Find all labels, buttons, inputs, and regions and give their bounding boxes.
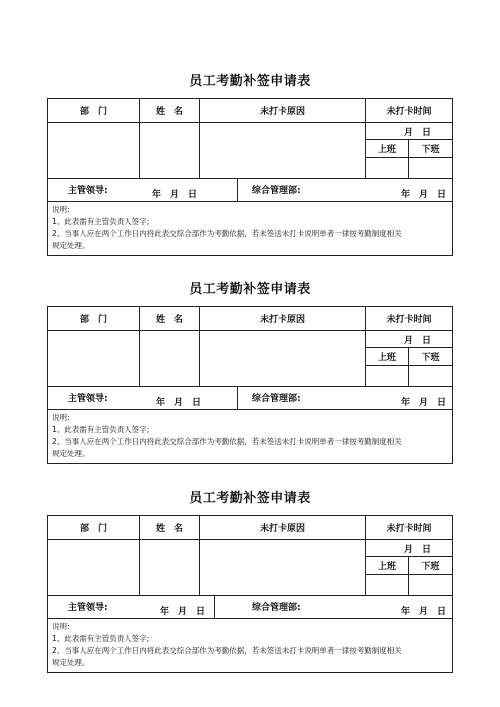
notes-heading: 说明:	[52, 205, 70, 214]
supervisor-signature[interactable]	[48, 386, 237, 409]
off-duty-field[interactable]	[408, 157, 452, 178]
name-field[interactable]	[139, 122, 199, 178]
supervisor-date: 年 月 日	[156, 398, 202, 408]
form-title: 员工考勤补签申请表	[189, 491, 311, 506]
notes-section	[48, 618, 452, 672]
note-2: 2、当事人应在两个工作日内将此表交综合部作为考勤依据，若未签送未打卡说明单者一律按考勤制度相关	[52, 437, 402, 446]
notes-heading: 说明:	[52, 413, 70, 422]
supervisor-label: 主管领导:	[68, 394, 108, 404]
form-table	[47, 98, 453, 256]
header-department: 部 门	[79, 107, 107, 117]
admin-date: 年 月 日	[401, 190, 447, 200]
department-field[interactable]	[48, 330, 139, 386]
form-title: 员工考勤补签申请表	[189, 74, 311, 89]
name-field[interactable]	[139, 330, 199, 386]
admin-date: 年 月 日	[401, 398, 447, 408]
name-field[interactable]	[139, 539, 199, 595]
form-table	[47, 515, 453, 673]
off-duty-label: 下班	[408, 139, 452, 157]
supervisor-label: 主管领导:	[68, 603, 108, 613]
admin-label: 综合管理部:	[252, 186, 301, 196]
on-duty-label: 上班	[365, 556, 408, 574]
month-day-label: 月 日	[404, 336, 432, 346]
supervisor-label: 主管领导:	[68, 186, 108, 196]
on-duty-field[interactable]	[365, 157, 408, 178]
supervisor-signature[interactable]	[48, 178, 237, 201]
supervisor-date: 年 月 日	[152, 190, 198, 200]
admin-date: 年 月 日	[401, 607, 447, 617]
note-1: 1、此表需有主管负责人签字;	[52, 217, 150, 226]
note-2-continued: 规定处理。	[52, 658, 90, 667]
header-time: 未打卡时间	[365, 99, 452, 122]
admin-signature[interactable]	[237, 178, 452, 201]
reason-field[interactable]	[199, 330, 365, 386]
date-field[interactable]	[365, 539, 452, 556]
off-duty-field[interactable]	[408, 365, 452, 386]
header-department: 部 门	[79, 524, 107, 534]
notes-section	[48, 201, 452, 255]
month-day-label: 月 日	[404, 545, 432, 555]
reason-field[interactable]	[199, 539, 365, 595]
header-reason: 未打卡原因	[199, 307, 365, 330]
header-name: 姓 名	[139, 516, 199, 539]
admin-signature[interactable]	[214, 595, 452, 618]
off-duty-label: 下班	[408, 556, 452, 574]
admin-signature[interactable]	[237, 386, 452, 409]
on-duty-label: 上班	[365, 347, 408, 365]
note-2: 2、当事人应在两个工作日内将此表交综合部作为考勤依据，若未签送未打卡说明单者一律按考勤制度相关	[52, 229, 402, 238]
notes-heading: 说明:	[52, 622, 70, 631]
note-2-continued: 规定处理。	[52, 449, 90, 458]
note-1: 1、此表需有主管负责人签字;	[52, 634, 150, 643]
off-duty-label: 下班	[408, 347, 452, 365]
supervisor-signature[interactable]	[48, 595, 214, 618]
note-1: 1、此表需有主管负责人签字;	[52, 425, 150, 434]
header-reason: 未打卡原因	[199, 99, 365, 122]
department-field[interactable]	[48, 539, 139, 595]
supervisor-date: 年 月 日	[160, 607, 206, 617]
on-duty-label: 上班	[365, 139, 408, 157]
note-2-continued: 规定处理。	[52, 241, 90, 250]
notes-section	[48, 409, 452, 463]
month-day-label: 月 日	[404, 128, 432, 138]
header-time: 未打卡时间	[365, 516, 452, 539]
header-time: 未打卡时间	[365, 307, 452, 330]
form-title: 员工考勤补签申请表	[189, 282, 311, 297]
off-duty-field[interactable]	[408, 574, 452, 595]
date-field[interactable]	[365, 122, 452, 139]
department-field[interactable]	[48, 122, 139, 178]
on-duty-field[interactable]	[365, 365, 408, 386]
note-2: 2、当事人应在两个工作日内将此表交综合部作为考勤依据，若未签送未打卡说明单者一律按考勤制度相关	[52, 646, 402, 655]
header-name: 姓 名	[139, 307, 199, 330]
on-duty-field[interactable]	[365, 574, 408, 595]
header-name: 姓 名	[139, 99, 199, 122]
form-table	[47, 306, 453, 464]
header-department: 部 门	[79, 315, 107, 325]
header-reason: 未打卡原因	[199, 516, 365, 539]
date-field[interactable]	[365, 330, 452, 347]
admin-label: 综合管理部:	[252, 394, 301, 404]
reason-field[interactable]	[199, 122, 365, 178]
admin-label: 综合管理部:	[252, 603, 301, 613]
